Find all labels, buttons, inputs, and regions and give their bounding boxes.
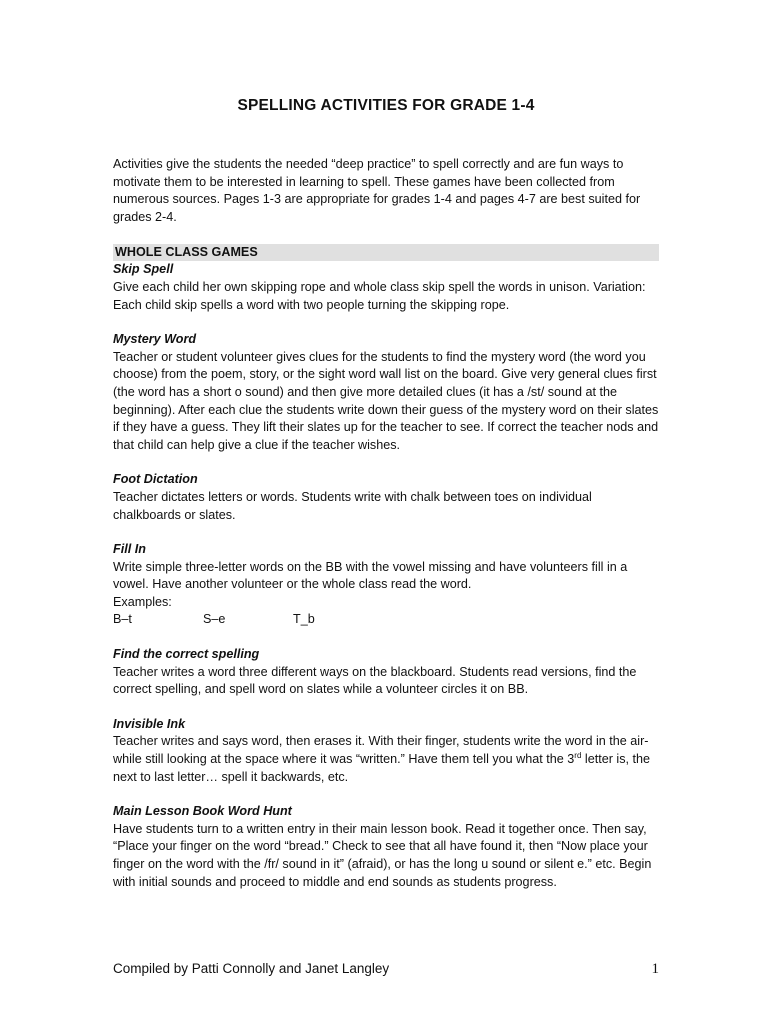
activity-mystery-word <box>113 331 659 454</box>
activity-body: Write simple three-letter words on the BB with the vowel missing and have volunteers fill in a vowel. Have another volunteer or the whole class read the word. <box>113 559 628 592</box>
activity-skip-spell <box>113 261 659 314</box>
activity-find-correct-spelling <box>113 646 659 699</box>
activity-title: Find the correct spelling <box>113 647 260 662</box>
activity-title: Skip Spell <box>113 262 174 277</box>
activity-invisible-ink <box>113 716 659 786</box>
page-title: SPELLING ACTIVITIES FOR GRADE 1-4 <box>237 97 535 114</box>
activity-title: Foot Dictation <box>113 472 198 487</box>
activity-title: Invisible Ink <box>113 716 186 731</box>
activity-body: Have students turn to a written entry in their main lesson book. Read it together once. Then say, “Place your finger on the word “bread.” Check to see that all have found it, then “Now place your finger on the word with the /fr/ sound in it” (afraid), or has the long u sound or silent e.” etc. Begin with initial sounds and proceed to middle and end sounds as students progress. <box>113 821 652 889</box>
activity-title: Mystery Word <box>113 332 197 347</box>
activity-fill-in <box>113 541 659 629</box>
activity-main-lesson-book-word-hunt <box>113 803 659 891</box>
examples-label: Examples: <box>113 594 172 609</box>
page-number: 1 <box>651 961 659 977</box>
activity-title: Fill In <box>113 542 146 557</box>
activity-title: Main Lesson Book Word Hunt <box>113 804 292 819</box>
examples-row <box>113 611 659 629</box>
section-header: WHOLE CLASS GAMES <box>113 244 659 261</box>
footer-credit: Compiled by Patti Connolly and Janet Langley <box>113 961 390 976</box>
activity-body: Teacher dictates letters or words. Students write with chalk between toes on individual chalkboards or slates. <box>113 489 592 522</box>
intro-paragraph: Activities give the students the needed “deep practice” to spell correctly and are fun ways to motivate them to be interested in learning to spell. These games have been collected from numerous sources. Pages 1-3 are appropriate for grades 1-4 and pages 4-7 are best suited for grades 2-4. <box>113 157 641 224</box>
activity-body: Teacher writes a word three different ways on the blackboard. Students read versions, find the correct spelling, and spell word on slates while a volunteer circles it on BB. <box>113 664 637 697</box>
example-item: B–t <box>113 612 132 627</box>
activity-body: Teacher or student volunteer gives clues for the students to find the mystery word (the word you choose) from the poem, story, or the sight word wall list on the board. Give very general clues first (the word has a short o sound) and then give more detailed clues (it has a /st/ sound at the beginning). After each clue the students write down their guess of the mystery word on their slates if they have a guess. They lift their slates up for the teacher to see. If correct the teacher nods and that child can help give a clue if the teacher wishes. <box>113 349 659 452</box>
activity-body: Give each child her own skipping rope and whole class skip spell the words in unison. Variation: Each child skip spells a word with two people turning the skipping rope. <box>113 279 646 312</box>
activity-body: Teacher writes and says word, then erases it. With their finger, students write the word in the air-while still looking at the space where it was “written.” Have them tell you what the 3rd letter is, the next to last letter… spell it backwards, etc. <box>113 734 651 784</box>
document-page <box>113 96 659 908</box>
ordinal-superscript: rd <box>574 750 582 760</box>
example-item: S–e <box>203 612 226 627</box>
example-item: T_b <box>293 612 315 627</box>
activity-foot-dictation <box>113 471 659 524</box>
